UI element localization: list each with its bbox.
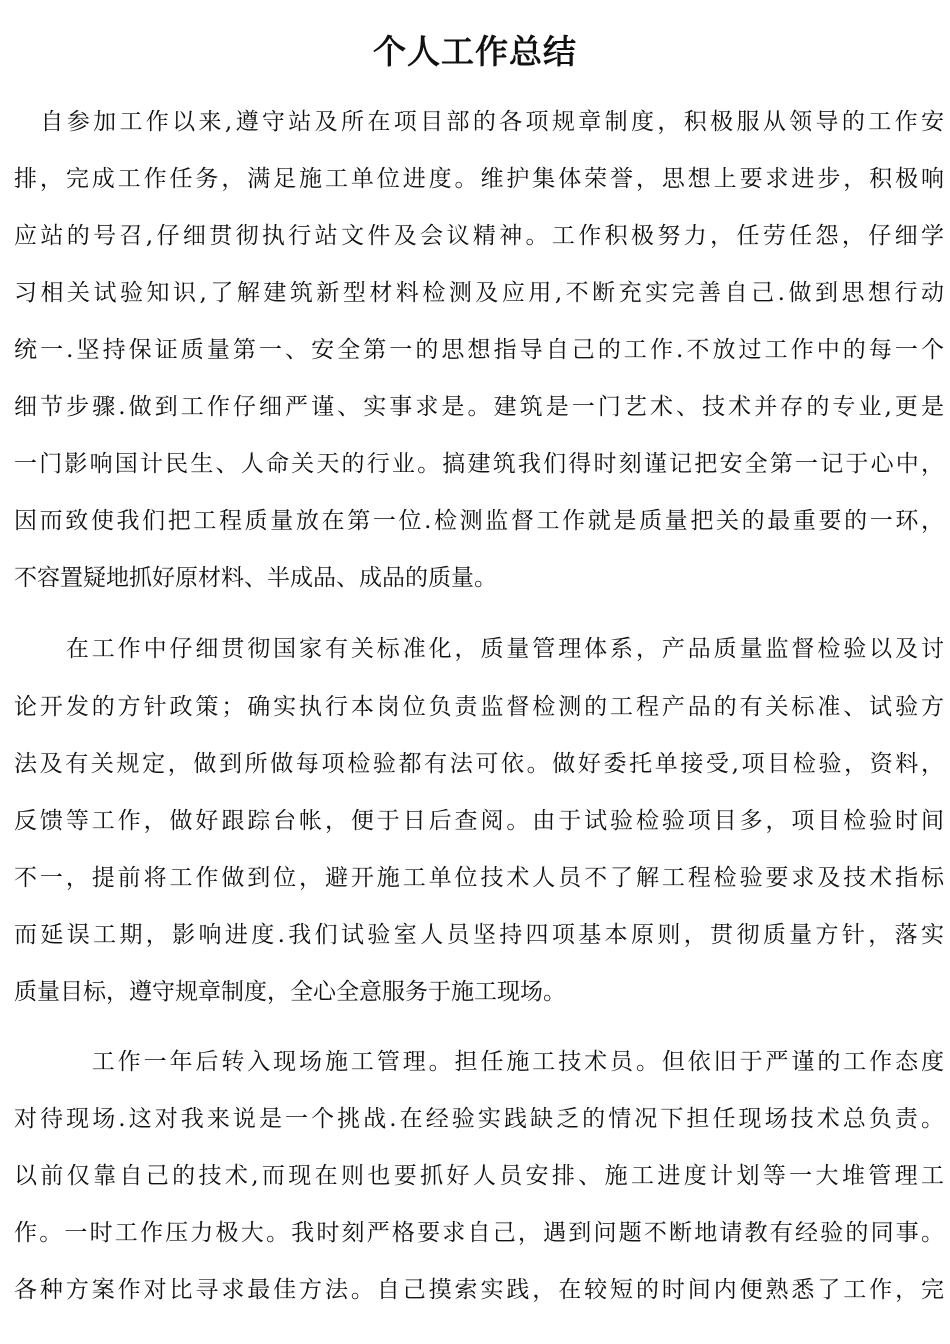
paragraph-line: 统一.坚持保证质量第一、安全第一的思想指导自己的工作.不放过工作中的每一个: [14, 337, 944, 363]
paragraph-line: 因而致使我们把工程质量放在第一位.检测监督工作就是质量把关的最重要的一环，: [14, 508, 944, 534]
paragraph-line: 工作一年后转入现场施工管理。担任施工技术员。但依旧于严谨的工作态度: [14, 1049, 944, 1075]
paragraph-line: 一门影响国计民生、人命关天的行业。搞建筑我们得时刻谨记把安全第一记于心中，: [14, 451, 944, 477]
paragraph-line: 在工作中仔细贯彻国家有关标准化，质量管理体系，产品质量监督检验以及讨: [14, 636, 944, 662]
paragraph-line: 以前仅靠自己的技术,而现在则也要抓好人员安排、施工进度计划等一大堆管理工: [14, 1163, 944, 1189]
paragraph-line: 各种方案作对比寻求最佳方法。自己摸索实践，在较短的时间内便熟悉了工作，完: [14, 1277, 944, 1303]
paragraph-line: 自参加工作以来,遵守站及所在项目部的各项规章制度，积极服从领导的工作安: [14, 109, 944, 135]
paragraph-line: 应站的号召,仔细贯彻执行站文件及会议精神。工作积极努力，任劳任怨，仔细学: [14, 223, 944, 249]
paragraph-line: 不容置疑地抓好原材料、半成品、成品的质量。: [14, 565, 497, 591]
paragraph-line: 法及有关规定，做到所做每项检验都有法可依。做好委托单接受,项目检验，资料，: [14, 751, 944, 777]
paragraph-line: 不一，提前将工作做到位，避开施工单位技术人员不了解工程检验要求及技术指标: [14, 865, 944, 891]
document-title: 个人工作总结: [373, 32, 577, 71]
paragraph-line: 对待现场.这对我来说是一个挑战.在经验实践缺乏的情况下担任现场技术总负责。: [14, 1106, 944, 1132]
paragraph-line: 而延误工期，影响进度.我们试验室人员坚持四项基本原则，贯彻质量方针，落实: [14, 922, 944, 948]
paragraph-line: 质量目标，遵守规章制度，全心全意服务于施工现场。: [14, 979, 566, 1005]
paragraph-line: 论开发的方针政策；确实执行本岗位负责监督检测的工程产品的有关标准、试验方: [14, 694, 944, 720]
paragraph-line: 作。一时工作压力极大。我时刻严格要求自己，遇到问题不断地请教有经验的同事。: [14, 1220, 944, 1246]
paragraph-line: 排，完成工作任务，满足施工单位进度。维护集体荣誉，思想上要求进步，积极响: [14, 166, 944, 192]
paragraph-line: 细节步骤.做到工作仔细严谨、实事求是。建筑是一门艺术、技术并存的专业,更是: [14, 394, 944, 420]
paragraph-line: 反馈等工作，做好跟踪台帐，便于日后查阅。由于试验检验项目多，项目检验时间: [14, 808, 944, 834]
paragraph-line: 习相关试验知识,了解建筑新型材料检测及应用,不断充实完善自己.做到思想行动: [14, 280, 944, 306]
